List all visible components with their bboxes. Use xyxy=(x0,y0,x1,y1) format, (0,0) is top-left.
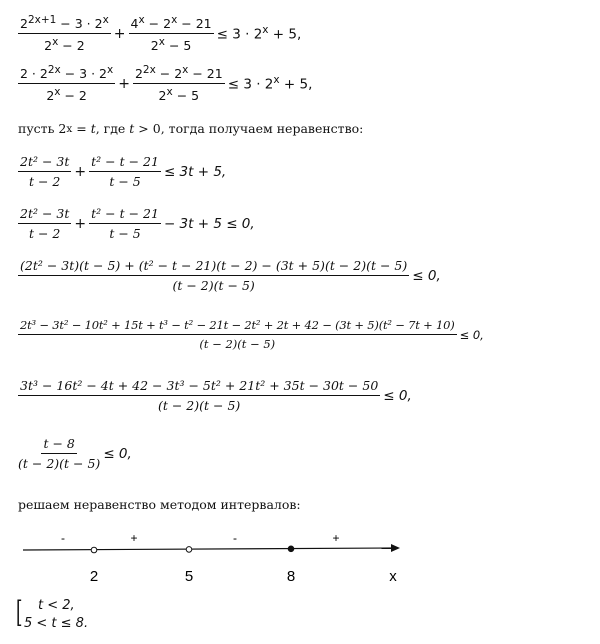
equation-step-1 xyxy=(18,14,301,53)
equation-step-2 xyxy=(18,64,312,103)
denominator: t − 2 xyxy=(28,174,61,189)
exponent: x xyxy=(158,36,165,49)
exponent: x xyxy=(182,64,189,76)
text: , где xyxy=(95,121,130,136)
term: − 21 xyxy=(177,16,212,32)
exponent: x xyxy=(138,14,145,26)
right-hand-side: ≤ 0, xyxy=(103,445,132,462)
numerator: 2t² − 3t xyxy=(18,206,71,224)
numerator xyxy=(129,14,214,34)
numerator: t² − t − 21 xyxy=(89,206,161,224)
exponent: x xyxy=(52,36,59,49)
fraction xyxy=(18,64,115,103)
answer-line-2: 5 < t ≤ 8. xyxy=(24,616,89,631)
right-hand-side xyxy=(228,74,313,93)
exponent: x xyxy=(102,14,109,26)
exponent: x xyxy=(106,64,114,76)
plus-sign: + xyxy=(113,25,126,42)
term: 2 · 2 xyxy=(20,66,48,82)
numerator: (2t² − 3t)(t − 5) + (t² − t − 21)(t − 2) − (3t + 5)(t − 2)(t − 5) xyxy=(18,258,409,276)
fraction xyxy=(18,206,71,241)
plus-sign: + xyxy=(74,163,87,180)
numerator: 2t² − 3t xyxy=(18,154,71,172)
open-point xyxy=(186,547,192,553)
interval-sign: - xyxy=(233,531,237,545)
point-label: 8 xyxy=(286,568,296,585)
interval-sign: - xyxy=(61,531,65,545)
term: + 5, xyxy=(279,76,313,93)
axis-label: x xyxy=(389,568,397,585)
denominator: t − 2 xyxy=(28,226,61,241)
number-line xyxy=(0,520,420,590)
right-hand-side xyxy=(217,24,302,43)
term: − 5 xyxy=(172,88,200,104)
denominator xyxy=(46,84,87,103)
right-hand-side: ≤ 0, xyxy=(383,387,412,404)
numerator: 2t³ − 3t² − 10t² + 15t + t³ − t² − 21t − 2t² + 2t + 42 − (3t + 5)(t² − 7t + 10) xyxy=(18,318,457,335)
fraction xyxy=(18,154,71,189)
denominator: t − 5 xyxy=(109,174,141,189)
exponent: x xyxy=(66,122,73,135)
numerator: t − 8 xyxy=(41,436,76,454)
term: 2 xyxy=(150,38,159,54)
denominator xyxy=(44,34,85,53)
fraction xyxy=(18,258,409,293)
term: 2 xyxy=(134,66,143,82)
variable: t xyxy=(129,121,135,136)
term: − 2 xyxy=(144,16,172,32)
term: ≤ 3 · 2 xyxy=(227,76,274,93)
text: пусть 2 xyxy=(18,121,67,136)
right-hand-side: − 3t + 5 ≤ 0, xyxy=(163,215,255,232)
term: − 3 · 2 xyxy=(56,16,103,32)
denominator: (t − 2)(t − 5) xyxy=(172,278,255,293)
denominator xyxy=(159,84,200,103)
denominator xyxy=(151,34,192,53)
point-label: 5 xyxy=(184,568,194,585)
term: 2 xyxy=(44,38,53,54)
fraction xyxy=(18,318,457,351)
exponent: 2x xyxy=(142,64,156,76)
numerator xyxy=(18,64,115,84)
denominator: (t − 2)(t − 5) xyxy=(157,398,241,413)
term: − 21 xyxy=(188,66,223,82)
open-point xyxy=(91,547,97,553)
numerator xyxy=(18,14,111,34)
exponent: x xyxy=(54,86,61,99)
point-label: 2 xyxy=(89,568,99,585)
equation-step-7 xyxy=(18,378,412,413)
fraction xyxy=(129,14,214,53)
bracket-icon: [ xyxy=(16,595,23,630)
right-hand-side: ≤ 3t + 5, xyxy=(163,163,227,180)
term: + 5, xyxy=(268,26,302,43)
denominator: (t − 2)(t − 5) xyxy=(199,337,276,351)
numerator: 3t³ − 16t² − 4t + 42 − 3t³ − 5t² + 21t² + 35t − 30t − 50 xyxy=(18,378,380,396)
fraction xyxy=(89,154,161,189)
variable: t xyxy=(90,121,96,136)
numerator xyxy=(133,64,225,84)
equation-step-8 xyxy=(18,436,132,471)
fraction xyxy=(18,378,380,413)
term: − 2 xyxy=(155,66,183,82)
text: = xyxy=(72,121,91,136)
interval-sign: + xyxy=(130,531,138,545)
interval-sign: + xyxy=(332,531,340,545)
exponent: x xyxy=(171,14,178,26)
term: 2 xyxy=(46,88,55,104)
denominator: (t − 2)(t − 5) xyxy=(18,456,101,471)
term: 2 xyxy=(20,16,28,32)
exponent: 2x+1 xyxy=(27,14,57,26)
fraction xyxy=(18,436,100,471)
denominator: t − 5 xyxy=(109,226,141,241)
numerator: t² − t − 21 xyxy=(89,154,161,172)
substitution-text xyxy=(18,121,363,136)
arrow-head xyxy=(391,544,400,552)
filled-point xyxy=(288,546,294,552)
equation-step-5 xyxy=(18,258,441,293)
equation-step-3 xyxy=(18,154,226,189)
exponent: x xyxy=(273,74,280,87)
right-hand-side: ≤ 0, xyxy=(459,327,484,342)
exponent: x xyxy=(166,86,173,99)
fraction xyxy=(18,14,111,53)
right-hand-side: ≤ 0, xyxy=(412,267,441,284)
term: − 5 xyxy=(164,38,192,54)
plus-sign: + xyxy=(118,75,130,92)
term: 4 xyxy=(130,16,139,32)
term: − 2 xyxy=(60,88,87,104)
term: 2 xyxy=(158,88,167,104)
text: > 0, тогда получаем неравенство: xyxy=(134,121,364,136)
method-text: решаем неравенство методом интервалов: xyxy=(18,497,301,512)
equation-step-4 xyxy=(18,206,255,241)
term: ≤ 3 · 2 xyxy=(216,26,263,43)
equation-step-6 xyxy=(18,318,484,351)
fraction xyxy=(89,206,161,241)
answer-line-1: t < 2, xyxy=(38,598,75,613)
exponent: x xyxy=(262,24,269,37)
axis-line xyxy=(23,548,395,550)
term: − 3 · 2 xyxy=(60,66,107,82)
exponent: 2x xyxy=(47,64,61,76)
fraction xyxy=(133,64,225,103)
plus-sign: + xyxy=(74,215,87,232)
term: − 2 xyxy=(58,38,85,54)
